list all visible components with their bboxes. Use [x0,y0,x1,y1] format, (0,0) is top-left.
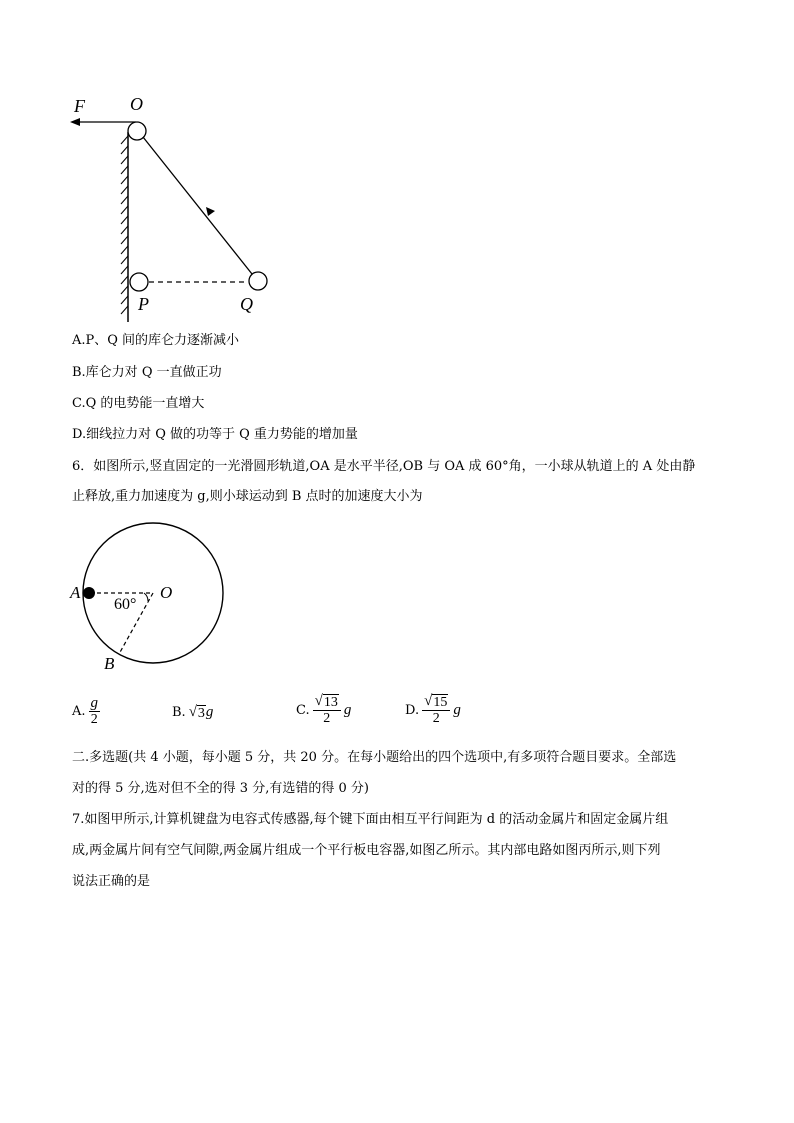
q6-text-line2: 止释放,重力加速度为 g,则小球运动到 B 点时的加速度大小为 [72,489,423,504]
q5-option-c: C.Q 的电势能一直增大 [72,396,205,411]
q7-text-line3: 说法正确的是 [72,874,151,889]
q6-choice-b [172,704,213,721]
q6-choice-d-den: 2 [432,711,440,726]
q5-option-a: A.P、Q 间的库仑力逐渐减小 [72,333,240,348]
sqrt-symbol-icon: √ [424,693,433,709]
label-b: B [104,654,115,673]
q7-text-line1: 7.如图甲所示,计算机键盘为电容式传感器,每个键下面由相互平行间距为 d 的活动金属片和固定金属片组 [72,812,669,827]
q6-choice-a-num: g [90,695,99,711]
sqrt-symbol-icon: √ [314,693,323,709]
label-o-pulley: O [130,94,143,114]
q6-choice-a-fraction [89,695,101,728]
q6-choice-d [405,693,461,727]
q6-choice-b-prefix: B. [172,705,186,720]
q6-choice-c-sqrt [315,693,339,710]
label-q: Q [240,294,253,314]
sqrt-symbol-icon: √ [188,704,197,720]
q6-choice-a [72,695,103,728]
label-a: A [70,583,81,602]
q6-choice-b-radicand: 3 [197,706,205,721]
label-f: F [74,96,85,116]
q6-choice-c-num [313,693,341,711]
label-p: P [138,294,149,314]
angle-label: 60° [114,596,137,613]
q6-choice-d-prefix: D. [405,702,420,718]
figure-circle-track [64,516,234,676]
figure-wall-pulley [60,92,290,327]
q6-choice-d-g: g [453,701,461,718]
q6-choice-a-den: 2 [90,712,98,727]
q6-choice-d-radicand: 15 [433,695,448,710]
q6-choice-b-sqrt [189,704,206,721]
q6-choice-a-prefix: A. [72,704,86,719]
circle-track-drawing [64,516,234,676]
q6-choice-c-radicand: 13 [323,695,338,710]
q6-choice-b-g: g [205,704,214,720]
q6-choice-d-fraction [422,693,450,727]
q5-option-d: D.细线拉力对 Q 做的功等于 Q 重力势能的增加量 [72,427,358,442]
q6-choice-c-g: g [343,701,352,718]
q6-choice-c-fraction [313,693,341,727]
q6-choice-c-den: 2 [323,711,331,726]
q6-choice-c [296,693,351,727]
q6-choice-d-sqrt [424,693,448,710]
section2-heading-line2: 对的得 5 分,选对但不全的得 3 分,有选错的得 0 分) [72,781,369,796]
q6-text-line1: 6．如图所示,竖直固定的一光滑圆形轨道,OA 是水平半径,OB 与 OA 成 60°角，一小球从轨道上的 A 处由静 [72,459,696,474]
q6-choice-d-num [422,693,450,711]
section2-heading-line1: 二.多选题(共 4 小题，每小题 5 分，共 20 分。在每小题给出的四个选项中,有多项符合题目要求。全部选 [72,750,677,765]
wall-pulley-drawing [60,92,290,327]
q7-text-line2: 成,两金属片间有空气间隙,两金属片组成一个平行板电容器,如图乙所示。其内部电路如图丙所示,则下列 [72,843,661,858]
q6-choice-c-prefix: C. [296,702,310,718]
label-o-center: O [160,583,173,602]
q5-option-b: B.库仑力对 Q 一直做正功 [72,365,222,380]
